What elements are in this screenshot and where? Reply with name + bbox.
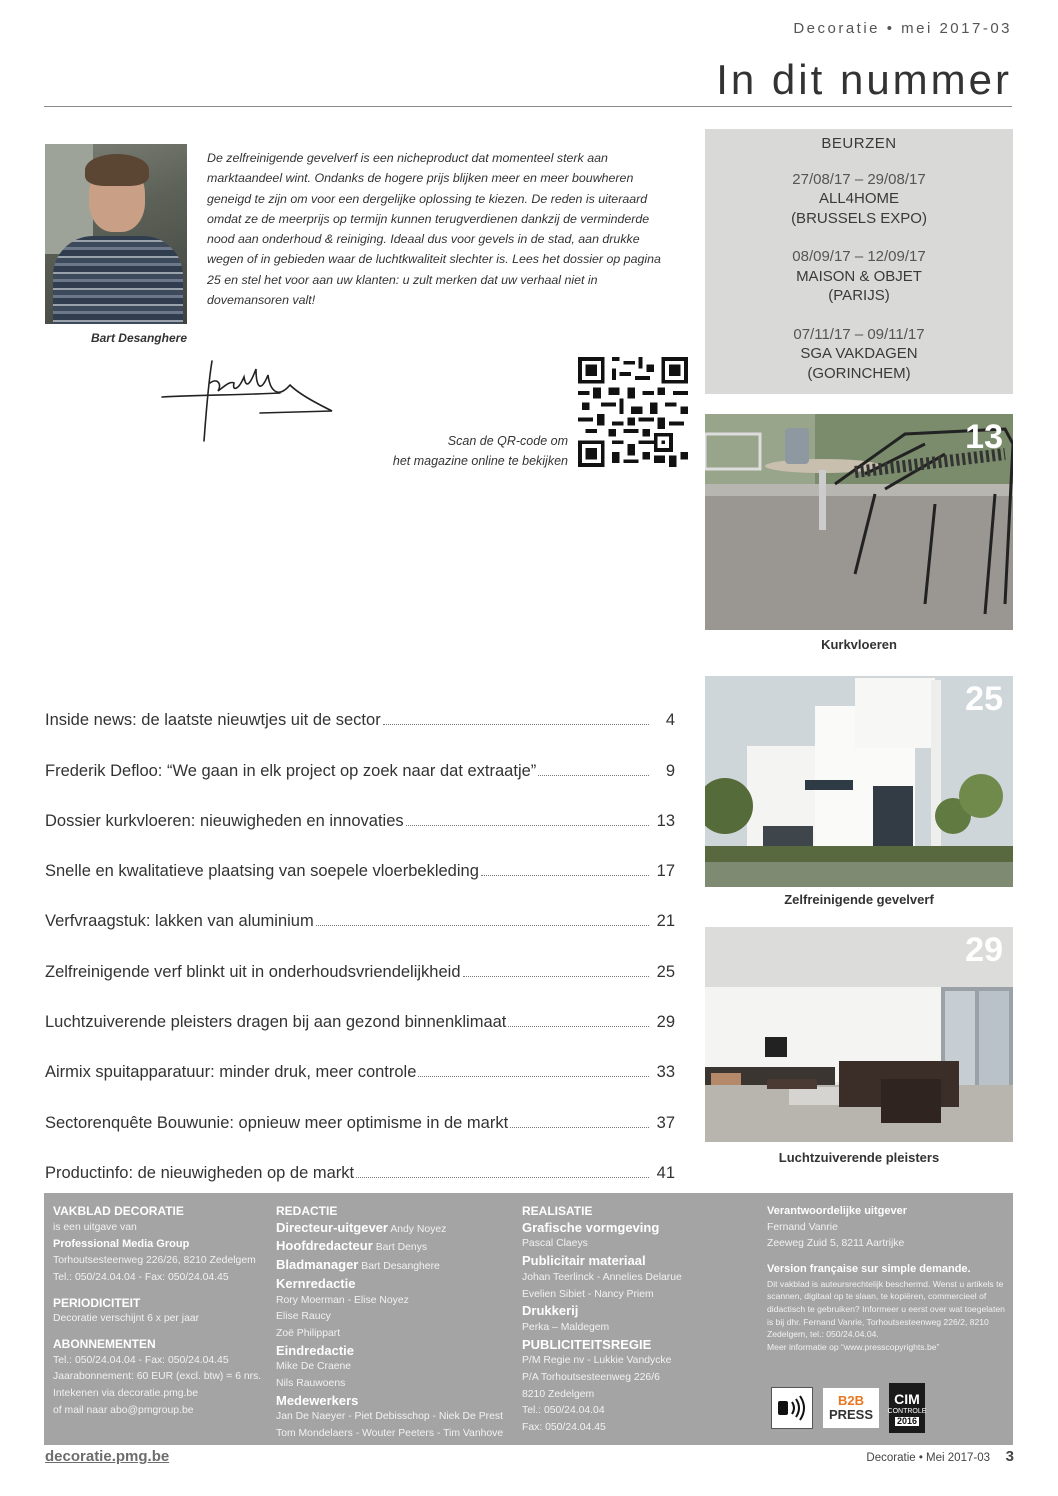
toc-item[interactable]: Inside news: de laatste nieuwtjes uit de sector 4	[45, 711, 675, 730]
colophon	[44, 1193, 1013, 1445]
editorial-text: De zelfreinigende gevelverf is een nicheproduct dat momenteel sterk aan marktaandeel wint. Ondanks de hogere prijs blijken meer en meer bouwheren geneigd te zijn om voor een dergelijke oplossing te kiezen. De reden is uiteraard omdat ze de meerprijs op termijn kunnen terugverdienen dankzij de verminderde nood aan onderhoud & reiniging. Ideaal dus voor gevels in de stad, aan drukke wegen of in gebieden waar de luchtkwaliteit slechter is. Lees het dossier op pagina 25 en stel het voor aan uw klanten: u zult merken dat uw verhaal niet in dovemansoren valt!	[207, 151, 661, 308]
toc-item[interactable]: Luchtzuiverende pleisters dragen bij aan gezond binnenklimaat 29	[45, 1013, 675, 1032]
feature-page-number: 29	[965, 931, 1003, 969]
issue-label: Decoratie • mei 2017-03	[793, 20, 1012, 37]
b2b-press-logo: B2B PRESS	[823, 1388, 879, 1428]
colophon-editorial: REDACTIE Directeur-uitgever Andy Noyez Hoofdredacteur Bart Denys Bladmanager Bart Desanghere Kernredactie Rory Moerman - Elise Noyez Elise Raucy Zoë Philippart Eindredactie Mike De Craene Nils Rauwoens Medewerkers Jan De Naeyer - Piet Debisschop - Niek De Prest Tom Mondelaers - Wouter Peeters - Tim Vanhove	[276, 1204, 504, 1440]
feature-caption: Kurkvloeren	[821, 637, 897, 652]
fair-item: 08/09/17 – 12/09/17 MAISON & OBJET (PARIJS)	[792, 248, 926, 304]
toc-item[interactable]: Dossier kurkvloeren: nieuwigheden en innovaties 13	[45, 811, 675, 830]
feature-page-number: 25	[965, 680, 1003, 718]
fairs-title: BEURZEN	[821, 135, 897, 152]
page-title: In dit nummer	[716, 56, 1012, 103]
table-of-contents	[45, 680, 675, 1183]
colophon-production: REALISATIE Grafische vormgeving Pascal Claeys Publicitair materiaal Johan Teerlinck - Annelies Delarue Evelien Sibiet - Nancy Priem Drukkerij Perka – Maldegem PUBLICITEITSREGIE P/M Regie nv - Lukkie Vandycke P/A Torhoutsesteenweg 226/6 8210 Zedelgem Tel.: 050/24.04.04 Fax: 050/24.04.45	[522, 1204, 682, 1434]
feature-photo-air-purifying-plaster[interactable]	[705, 927, 1013, 1142]
page-number: 3	[1005, 1448, 1014, 1465]
cim-logo: CIM CONTROLE 2016	[889, 1383, 925, 1433]
toc-item[interactable]: Sectorenquête Bouwunie: opnieuw meer optimisme in de markt 37	[45, 1113, 675, 1132]
signature-image	[160, 355, 335, 445]
contactless-icon	[771, 1387, 813, 1429]
fair-item: 27/08/17 – 29/08/17 ALL4HOME (BRUSSELS EXPO)	[791, 170, 927, 227]
feature-caption: Luchtzuiverende pleisters	[778, 1150, 940, 1165]
toc-item[interactable]: Productinfo: de nieuwigheden op de markt 41	[45, 1163, 675, 1182]
qr-code[interactable]	[578, 357, 688, 467]
toc-item[interactable]: Frederik Defloo: “We gaan in elk project op zoek naar dat extraatje” 9	[45, 761, 675, 780]
toc-item[interactable]: Verfvraagstuk: lakken van aluminium 21	[45, 912, 675, 931]
feature-photo-self-cleaning-paint[interactable]	[705, 676, 1013, 887]
colophon-responsible: Verantwoordelijke uitgever Fernand Vanrie Zeeweg Zuid 5, 8211 Aartrijke Version française sur simple demande. Dit vakblad is auteursrechtelijk beschermd. Wenst u artikels te scannen, digitaal op te slaan, te kopiëren, commercieel of didactisch te gebruiken? Informeer u eerst over wat toegelaten is bij dhr. Fernand Vanrie, Torhoutsesteenweg 226/2, 8210 Zedelgem, tel.: 050/24.04.04. Meer informatie op “www.presscopyrights.be”	[767, 1205, 1005, 1352]
colophon-publisher: VAKBLAD DECORATIE is een uitgave van Professional Media Group Torhoutsesteenweg 226/26, 8210 Zedelgem Tel.: 050/24.04.04 - Fax: 050/24.04.45 PERIODICITEIT Decoratie verschijnt 6 x per jaar ABONNEMENTEN Tel.: 050/24.04.04 - Fax: 050/24.04.45 Jaarabonnement: 60 EUR (excl. btw) = 6 nrs. Intekenen via decoratie.pmg.be of mail naar abo@pmgroup.be	[53, 1204, 262, 1416]
feature-page-number: 13	[965, 418, 1003, 456]
fair-item: 07/11/17 – 09/11/17 SGA VAKDAGEN (GORINCHEM)	[793, 325, 925, 382]
fairs-box	[705, 129, 1013, 394]
author-name: Bart Desanghere	[90, 331, 187, 345]
feature-photo-cork-floors[interactable]	[705, 414, 1013, 630]
feature-caption: Zelfreinigende gevelverf	[784, 892, 934, 907]
toc-item[interactable]: Zelfreinigende verf blinkt uit in onderhoudsvriendelijkheid 25	[45, 962, 675, 981]
author-photo	[45, 144, 187, 324]
logo-row	[771, 1383, 925, 1433]
toc-item[interactable]: Airmix spuitapparatuur: minder druk, meer controle 33	[45, 1063, 675, 1082]
title-divider	[44, 106, 1012, 107]
toc-item[interactable]: Snelle en kwalitatieve plaatsing van soepele vloerbekleding 17	[45, 862, 675, 881]
qr-caption: Scan de QR-code om het magazine online te bekijken	[392, 434, 568, 468]
footer-url-link[interactable]: decoratie.pmg.be	[45, 1448, 170, 1465]
footer-issue: Decoratie • Mei 2017-03	[866, 1452, 990, 1464]
